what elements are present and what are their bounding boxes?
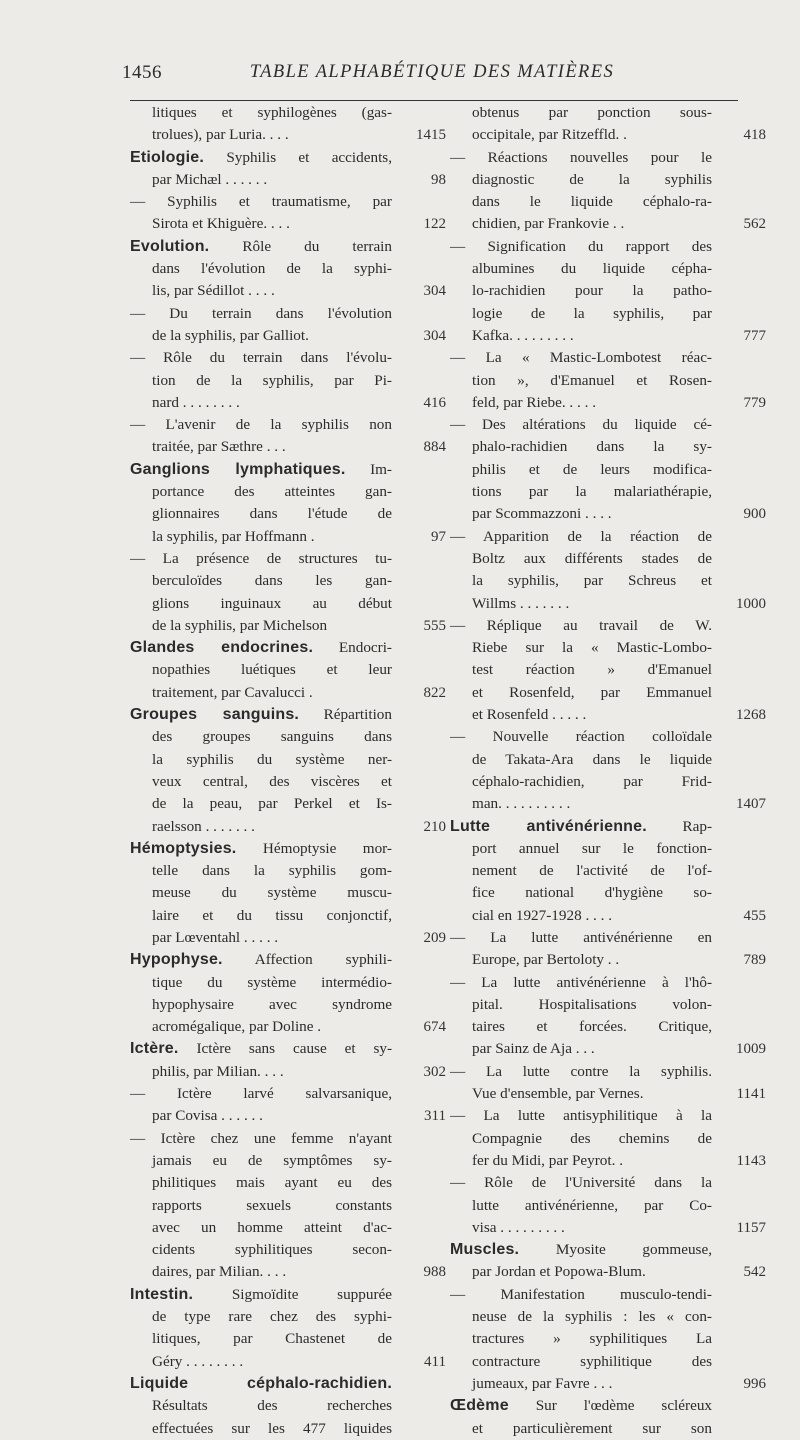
index-heading: Ganglions lymphatiques. <box>130 460 346 478</box>
index-text: — La lutte antisyphilitique à la <box>450 1107 712 1125</box>
index-line <box>130 771 392 793</box>
page-reference: 996 <box>743 1375 766 1392</box>
index-line <box>130 414 392 436</box>
page-reference: 777 <box>743 327 766 344</box>
index-line <box>450 1083 766 1105</box>
index-line <box>450 1284 712 1306</box>
index-text: nement de l'activité de l'of- <box>472 862 712 880</box>
index-text: — Réplique au travail de W. <box>450 616 712 634</box>
index-line <box>130 615 446 637</box>
index-line <box>450 526 712 548</box>
page-reference: 304 <box>423 327 446 344</box>
index-text: la syphilis, par Hoffmann . <box>152 527 315 545</box>
index-text: de la peau, par Perkel et Is- <box>152 795 392 813</box>
index-text: test réaction » d'Emanuel <box>472 661 712 679</box>
index-text: jamais eu de symptômes sy- <box>152 1151 392 1169</box>
index-line <box>130 1016 446 1038</box>
index-heading: Etiologie. <box>130 148 204 166</box>
index-line <box>450 615 712 637</box>
index-text: taires et forcées. Critique, <box>472 1018 712 1036</box>
index-text: Im- <box>370 460 392 478</box>
index-line <box>450 1351 712 1373</box>
index-text: glions inguinaux au début <box>152 594 392 612</box>
index-line <box>450 682 712 704</box>
index-text: Géry . . . . . . . . <box>152 1352 244 1370</box>
index-line <box>450 593 766 615</box>
index-line <box>450 972 712 994</box>
index-line <box>130 548 392 570</box>
index-text: — La lutte contre la syphilis. <box>450 1062 712 1080</box>
index-text: et Rosenfeld . . . . . <box>472 706 587 724</box>
index-line <box>130 726 392 748</box>
page-reference: 542 <box>743 1264 766 1281</box>
index-line <box>130 459 392 481</box>
index-text: par Jordan et Popowa-Blum. <box>472 1263 646 1281</box>
index-line <box>130 1373 392 1395</box>
index-text: effectuées sur les 477 liquides <box>152 1419 392 1437</box>
index-text: — La « Mastic-Lombotest réac- <box>450 349 712 367</box>
index-line <box>130 1351 446 1373</box>
index-text: telle dans la syphilis gom- <box>152 862 392 880</box>
index-line <box>130 325 446 347</box>
index-text: de type rare chez des syphi- <box>152 1308 392 1326</box>
page-reference: 884 <box>423 439 446 456</box>
index-text: Myosite gommeuse, <box>555 1241 712 1259</box>
index-text: meuse du système muscu- <box>152 884 392 902</box>
index-line <box>450 1195 712 1217</box>
index-line <box>450 414 712 436</box>
index-line <box>130 793 392 815</box>
index-line <box>130 1306 392 1328</box>
index-heading: Muscles. <box>450 1241 520 1259</box>
index-text: dans le liquide céphalo-ra- <box>472 193 712 211</box>
index-line <box>450 1016 712 1038</box>
index-line <box>450 481 712 503</box>
index-text: par Sainz de Aja . . . <box>472 1040 595 1058</box>
page-reference: 779 <box>743 394 766 411</box>
index-text: Kafka. . . . . . . . . <box>472 326 574 344</box>
index-heading: Hémoptysies. <box>130 839 237 857</box>
index-text: dans l'évolution de la syphi- <box>152 260 392 278</box>
index-line <box>450 102 712 124</box>
index-text: acromégalique, par Doline . <box>152 1018 322 1036</box>
index-text: litiques, par Chastenet de <box>152 1330 392 1348</box>
index-line <box>450 1061 712 1083</box>
index-line <box>130 1395 392 1417</box>
index-line <box>130 124 446 146</box>
page-reference: 416 <box>423 394 446 411</box>
index-line <box>130 882 392 904</box>
index-text: fice national d'hygiène so- <box>472 884 712 902</box>
page-reference: 562 <box>743 216 766 233</box>
index-text: et Rosenfeld, par Emmanuel <box>472 683 712 701</box>
index-text: Endocri- <box>338 639 392 657</box>
index-line <box>130 860 392 882</box>
index-text: — Apparition de la réaction de <box>450 527 712 545</box>
index-line <box>130 659 392 681</box>
index-line <box>130 927 446 949</box>
index-text: chidien, par Frankovie . . <box>472 215 625 233</box>
index-line <box>130 147 392 169</box>
page-reference: 1407 <box>736 796 766 813</box>
index-line <box>130 1195 392 1217</box>
index-line <box>450 1038 766 1060</box>
page-header <box>122 62 742 90</box>
index-line <box>450 1395 712 1417</box>
index-text: philis, par Milian. . . . <box>152 1062 284 1080</box>
index-text: Ictère sans cause et sy- <box>196 1040 393 1058</box>
index-text: lis, par Sédillot . . . . <box>152 282 275 300</box>
index-text: traitée, par Sæthre . . . <box>152 438 286 456</box>
index-heading: Liquide céphalo-rachidien. <box>130 1374 392 1392</box>
index-text: obtenus par ponction sous- <box>472 104 712 121</box>
index-text: Affection syphili- <box>254 951 392 969</box>
index-text: — La lutte antivénérienne en <box>450 928 712 946</box>
index-line <box>130 905 392 927</box>
index-line <box>130 593 392 615</box>
index-text: — Rôle de l'Université dans la <box>450 1174 712 1192</box>
page-reference: 209 <box>423 929 446 946</box>
index-line <box>450 637 712 659</box>
index-text: de Takata-Ara dans le liquide <box>472 750 712 768</box>
index-line <box>130 1105 446 1127</box>
index-line <box>130 749 392 771</box>
page-reference: 674 <box>423 1019 446 1036</box>
page-reference: 411 <box>424 1353 446 1370</box>
index-line <box>130 303 392 325</box>
index-line <box>130 169 446 191</box>
page-reference: 210 <box>423 818 446 835</box>
index-text: Sigmoïdite suppurée <box>231 1285 392 1303</box>
index-line <box>450 548 712 570</box>
index-line <box>450 816 712 838</box>
index-text: neuse de la syphilis : les « con- <box>472 1308 712 1326</box>
index-text: Europe, par Bertoloty . . <box>472 951 620 969</box>
index-text: feld, par Riebe. . . . . <box>472 393 596 411</box>
page-number: 1456 <box>122 62 162 83</box>
header-rule <box>130 100 738 101</box>
index-line <box>450 1261 766 1283</box>
index-text: Rôle du terrain <box>242 237 392 255</box>
index-text: de la syphilis, par Galliot. <box>152 326 309 344</box>
index-line <box>450 793 766 815</box>
index-line <box>450 325 766 347</box>
index-line <box>450 704 766 726</box>
index-line <box>130 682 446 704</box>
index-text: cidents syphilitiques secon- <box>152 1241 392 1259</box>
page-reference: 311 <box>424 1108 446 1125</box>
index-line <box>130 570 392 592</box>
index-line <box>130 526 446 548</box>
index-text: — Réactions nouvelles pour le <box>450 148 712 166</box>
index-line <box>450 169 712 191</box>
index-text: nopathies luétiques et leur <box>152 661 392 679</box>
index-heading: Ictère. <box>130 1040 179 1058</box>
index-line <box>130 280 446 302</box>
index-text: par Lœventahl . . . . . <box>152 928 279 946</box>
index-text: man. . . . . . . . . . <box>472 795 571 813</box>
index-line <box>450 213 766 235</box>
index-line <box>450 1328 712 1350</box>
index-line <box>130 1239 392 1261</box>
index-line <box>130 637 392 659</box>
index-text: lo-rachidien pour la patho- <box>472 282 712 300</box>
index-text: glionnaires dans l'étude de <box>152 505 392 523</box>
index-line <box>450 882 712 904</box>
index-text: — Rôle du terrain dans l'évolu- <box>130 349 392 367</box>
index-line <box>130 1328 392 1350</box>
index-text: Syphilis et accidents, <box>226 148 392 166</box>
index-text: phalo-rachidien dans la sy- <box>472 438 712 456</box>
index-text: Boltz aux différents stades de <box>472 549 712 567</box>
index-line <box>130 1083 392 1105</box>
index-line <box>130 102 392 124</box>
index-text: Hémoptysie mor- <box>262 839 392 857</box>
index-line <box>450 280 712 302</box>
page-reference: 98 <box>431 171 446 188</box>
page-reference: 555 <box>423 617 446 634</box>
index-text: et particulièrement sur son <box>472 1419 712 1437</box>
index-line <box>450 303 712 325</box>
index-line <box>130 191 392 213</box>
index-line <box>130 1038 392 1060</box>
index-text: des groupes sanguins dans <box>152 728 392 746</box>
page-reference: 1000 <box>736 595 766 612</box>
index-text: Sur l'œdème scléreux <box>535 1397 713 1415</box>
index-text: Répartition <box>323 706 392 724</box>
index-heading: Groupes sanguins. <box>130 706 300 724</box>
index-text: Vue d'ensemble, par Vernes. <box>472 1085 644 1103</box>
index-text: — La lutte antivénérienne à l'hô- <box>450 973 712 991</box>
index-line <box>450 927 712 949</box>
index-text: — Du terrain dans l'évolution <box>130 304 392 322</box>
index-line <box>450 124 766 146</box>
index-heading: Lutte antivénérienne. <box>450 817 647 835</box>
index-line <box>130 370 392 392</box>
index-text: — Syphilis et traumatisme, par <box>130 193 392 211</box>
index-text: par Michæl . . . . . . <box>152 170 268 188</box>
index-text: philis et de leurs modifica- <box>472 460 712 478</box>
index-text: portance des atteintes gan- <box>152 483 392 501</box>
index-text: occipitale, par Ritzeffld. . <box>472 126 627 144</box>
index-line <box>450 726 712 748</box>
index-heading: Œdème <box>450 1397 509 1415</box>
page-reference: 455 <box>743 907 766 924</box>
index-text: par Covisa . . . . . . <box>152 1107 263 1125</box>
index-line <box>130 838 392 860</box>
index-line <box>450 1150 766 1172</box>
index-text: tion », d'Emanuel et Rosen- <box>472 371 712 389</box>
index-text: tion de la syphilis, par Pi- <box>152 371 392 389</box>
index-line <box>450 459 712 481</box>
index-text: tractures » syphilitiques La <box>472 1330 712 1348</box>
index-line <box>130 1284 392 1306</box>
page-reference: 122 <box>423 216 446 233</box>
page-reference: 822 <box>423 684 446 701</box>
index-text: — Ictère larvé salvarsanique, <box>130 1085 392 1103</box>
index-line <box>450 838 712 860</box>
index-text: pital. Hospitalisations volon- <box>472 995 712 1013</box>
index-line <box>450 392 766 414</box>
index-heading: Hypophyse. <box>130 951 223 969</box>
index-text: — Nouvelle réaction colloïdale <box>450 728 712 746</box>
index-text: Riebe sur la « Mastic-Lombo- <box>472 639 712 657</box>
index-heading: Evolution. <box>130 237 210 255</box>
index-line <box>130 392 446 414</box>
page-reference: 1141 <box>736 1086 766 1103</box>
index-line <box>130 436 446 458</box>
index-line <box>130 1261 446 1283</box>
index-text: hypophysaire avec syndrome <box>152 995 392 1013</box>
index-text: Rap- <box>682 817 713 835</box>
page-reference: 304 <box>423 283 446 300</box>
index-text: — Manifestation musculo-tendi- <box>450 1285 712 1303</box>
index-line <box>130 347 392 369</box>
index-text: contracture syphilitique des <box>472 1352 712 1370</box>
index-line <box>130 236 392 258</box>
index-line <box>450 1217 766 1239</box>
index-text: Willms . . . . . . . <box>472 594 570 612</box>
index-text: jumeaux, par Favre . . . <box>472 1374 613 1392</box>
page-reference: 97 <box>431 528 446 545</box>
index-line <box>130 1217 392 1239</box>
page-reference: 789 <box>743 952 766 969</box>
index-text: litiques et syphilogènes (gas- <box>152 104 392 121</box>
index-line <box>130 258 392 280</box>
index-text: philitiques mais ayant eu des <box>152 1174 392 1192</box>
index-text: tique du système intermédio- <box>152 973 392 991</box>
index-line <box>450 370 712 392</box>
page-reference: 900 <box>743 506 766 523</box>
index-line <box>450 258 712 280</box>
index-text: veux central, des viscères et <box>152 772 392 790</box>
index-text: traitement, par Cavalucci . <box>152 683 313 701</box>
index-text: lutte antivénérienne, par Co- <box>472 1196 712 1214</box>
index-heading: Intestin. <box>130 1285 194 1303</box>
index-text: la syphilis du système ner- <box>152 750 392 768</box>
index-line <box>450 1172 712 1194</box>
index-line <box>130 503 392 525</box>
index-line <box>450 949 766 971</box>
index-text: — Ictère chez une femme n'ayant <box>130 1129 392 1147</box>
index-line <box>130 1061 446 1083</box>
index-line <box>130 949 392 971</box>
index-text: berculoïdes dans les gan- <box>152 572 392 590</box>
index-text: Résultats des recherches <box>152 1397 392 1415</box>
index-line <box>450 236 712 258</box>
index-text: Sirota et Khiguère. . . . <box>152 215 290 233</box>
page-reference: 302 <box>423 1063 446 1080</box>
index-text: tions par la malariathérapie, <box>472 483 712 501</box>
index-line <box>130 994 392 1016</box>
page-reference: 418 <box>743 127 766 144</box>
index-line <box>450 1306 712 1328</box>
index-text: albumines du liquide cépha- <box>472 260 712 278</box>
page-reference: 1009 <box>736 1041 766 1058</box>
index-line <box>450 147 712 169</box>
index-line <box>130 481 392 503</box>
index-text: céphalo-rachidien, par Frid- <box>472 772 712 790</box>
index-heading: Glandes endocrines. <box>130 639 314 657</box>
index-text: port annuel sur le fonction- <box>472 839 712 857</box>
index-line <box>130 972 392 994</box>
index-line <box>450 436 712 458</box>
page-reference: 1143 <box>736 1152 766 1169</box>
index-line <box>130 1150 392 1172</box>
index-line <box>450 749 712 771</box>
index-line <box>450 1105 712 1127</box>
index-line <box>450 347 712 369</box>
page-reference: 1268 <box>736 707 766 724</box>
index-line <box>450 1373 766 1395</box>
index-text: — La présence de structures tu- <box>130 549 392 567</box>
index-text: — Des altérations du liquide cé- <box>450 416 712 434</box>
index-text: daires, par Milian. . . . <box>152 1263 287 1281</box>
index-line <box>450 1418 712 1440</box>
index-line <box>130 213 446 235</box>
index-text: visa . . . . . . . . . <box>472 1218 565 1236</box>
page-reference: 1415 <box>416 127 446 144</box>
index-line <box>130 704 392 726</box>
index-text: de la syphilis, par Michelson <box>152 616 328 634</box>
index-text: fer du Midi, par Peyrot. . <box>472 1151 623 1169</box>
index-line <box>130 1172 392 1194</box>
index-text: nard . . . . . . . . <box>152 393 240 411</box>
index-line <box>450 659 712 681</box>
index-text: laire et du tissu conjonctif, <box>152 906 392 924</box>
right-column <box>450 102 766 1440</box>
index-text: trolues), par Luria. . . . <box>152 126 289 144</box>
index-text: cial en 1927-1928 . . . . <box>472 906 613 924</box>
index-line <box>450 570 712 592</box>
index-line <box>130 816 446 838</box>
index-line <box>450 860 712 882</box>
index-text: rapports sexuels constants <box>152 1196 392 1214</box>
index-line <box>130 1128 392 1150</box>
index-line <box>450 1128 712 1150</box>
index-text: logie de la syphilis, par <box>472 304 712 322</box>
index-text: raelsson . . . . . . . <box>152 817 255 835</box>
page-reference: 1157 <box>736 1219 766 1236</box>
index-text: la syphilis, par Schreus et <box>472 572 712 590</box>
index-line <box>450 994 712 1016</box>
index-text: Compagnie des chemins de <box>472 1129 712 1147</box>
index-line <box>450 1239 712 1261</box>
index-text: — Signification du rapport des <box>450 237 712 255</box>
index-text: par Scommazzoni . . . . <box>472 505 612 523</box>
index-line <box>450 503 766 525</box>
index-line <box>450 191 712 213</box>
left-column <box>130 102 446 1440</box>
index-line <box>450 905 766 927</box>
index-text: — L'avenir de la syphilis non <box>130 416 392 434</box>
index-text: diagnostic de la syphilis <box>472 170 712 188</box>
index-line <box>450 771 712 793</box>
index-line <box>130 1418 392 1440</box>
page-reference: 988 <box>423 1264 446 1281</box>
running-title: TABLE ALPHABÉTIQUE DES MATIÈRES <box>249 62 615 82</box>
index-text: avec un homme atteint d'ac- <box>152 1218 392 1236</box>
